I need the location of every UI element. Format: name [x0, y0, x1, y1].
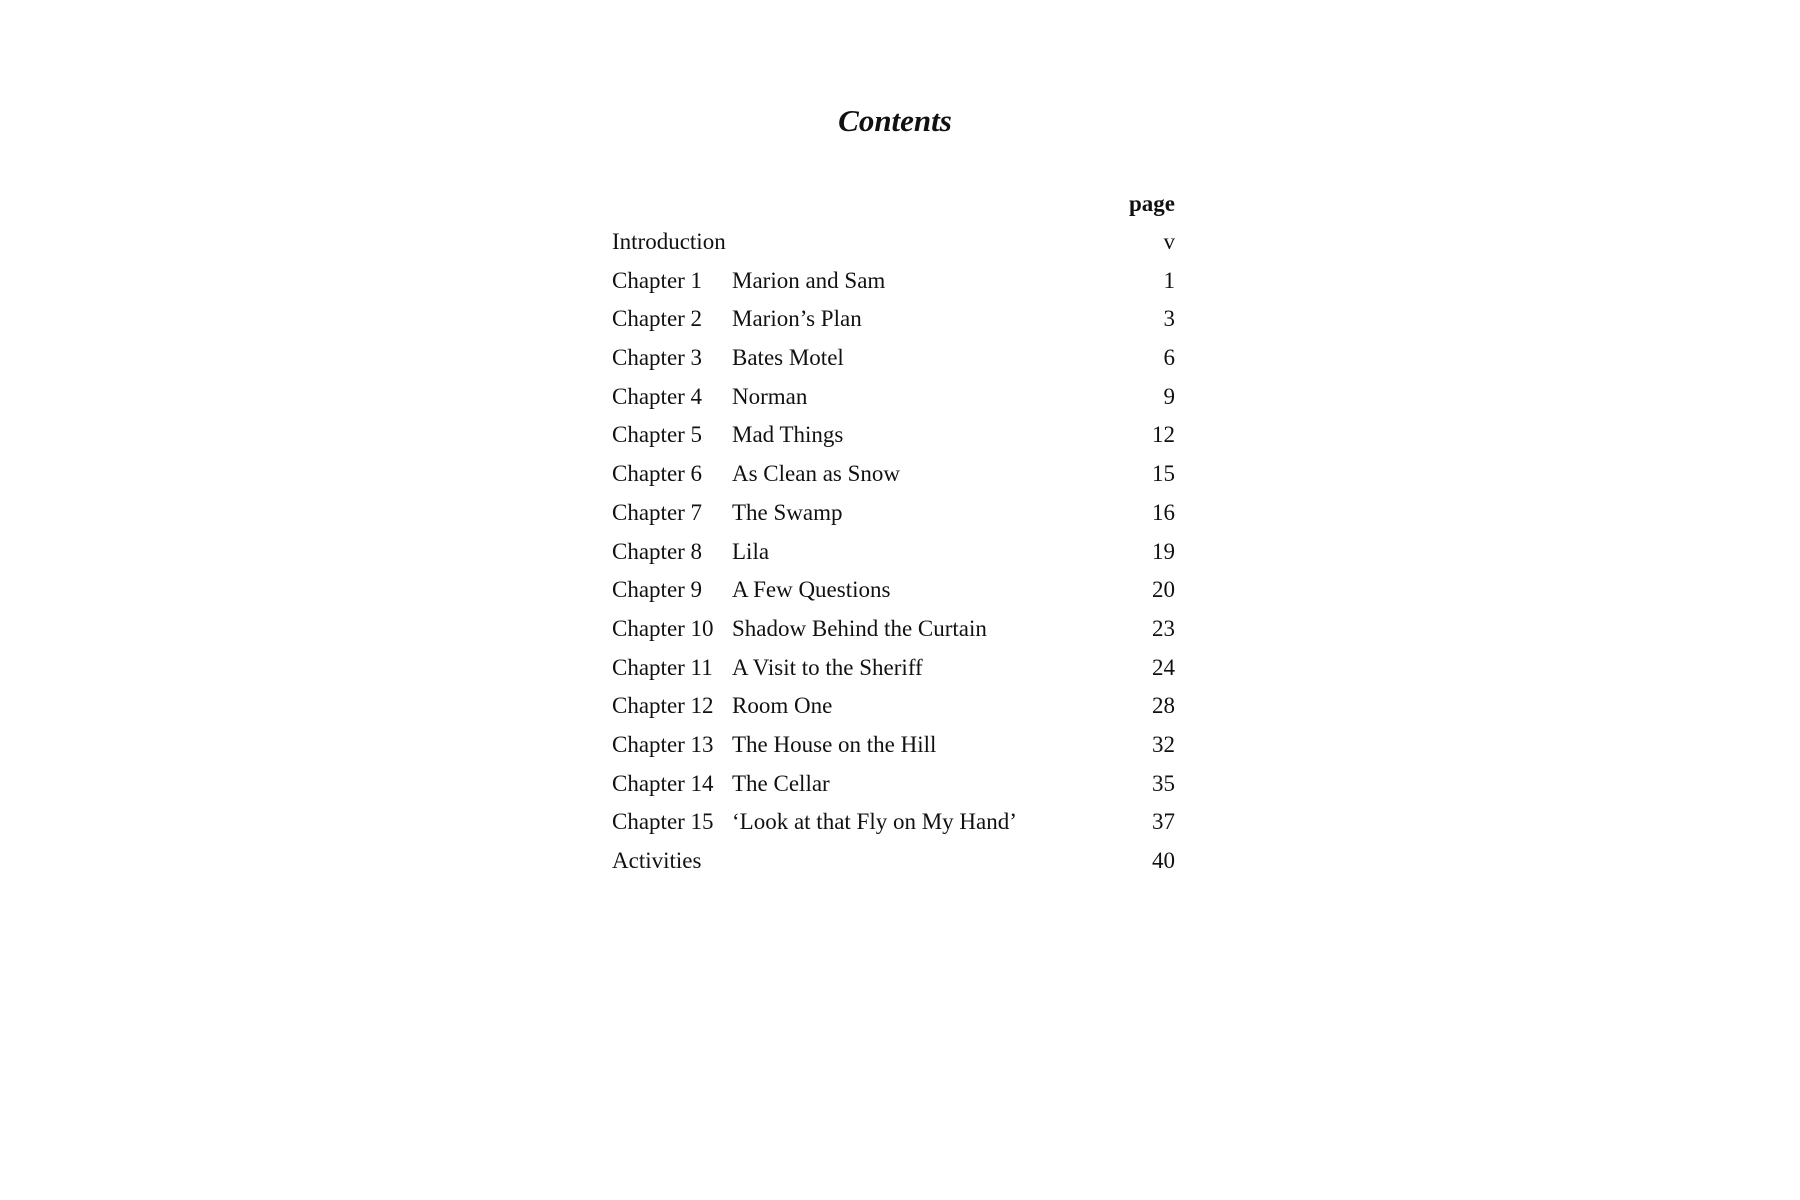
toc-entry-label: Activities	[612, 848, 702, 873]
toc-entry-label: Chapter 9	[612, 577, 703, 603]
toc-entry-title: Lila	[732, 538, 770, 564]
toc-entry-title: The Cellar	[732, 770, 830, 796]
toc-entry-label: Chapter 13	[612, 731, 714, 757]
toc-entry-page-number: 3	[1163, 306, 1175, 332]
toc-entry-title: A Visit to the Sheriff	[732, 654, 923, 680]
page-title: Contents	[838, 103, 952, 138]
toc-entry-page-number: 23	[1152, 615, 1175, 641]
toc-entry-label: Chapter 2	[612, 306, 703, 332]
toc-entry-title: A Few Questions	[732, 577, 891, 603]
toc-entry-title: The House on the Hill	[732, 731, 937, 757]
toc-entry-page-number: 12	[1152, 422, 1175, 448]
toc-entry-label: Chapter 8	[612, 538, 703, 564]
toc-entry-label: Introduction	[612, 229, 726, 254]
toc-entry-label: Chapter 15	[612, 809, 714, 835]
toc-entry	[612, 726, 1175, 765]
toc-entry	[612, 416, 1175, 455]
toc-entry	[612, 842, 1175, 881]
toc-entry-page-number: 1	[1163, 267, 1175, 293]
toc-entry-title: As Clean as Snow	[732, 461, 901, 487]
toc-entry-page-number: 28	[1152, 693, 1175, 719]
toc-entry-title: Bates Motel	[732, 345, 844, 371]
toc-entry	[612, 687, 1175, 726]
toc-entry-page-number: 15	[1152, 461, 1175, 487]
toc-entry	[612, 262, 1175, 301]
toc-entry-label: Chapter 14	[612, 770, 714, 796]
toc-entry-page-number: 35	[1152, 770, 1175, 796]
toc-entry-title: Mad Things	[732, 422, 844, 448]
toc-entry-page-number: 24	[1152, 654, 1175, 680]
toc-entry-label: Chapter 3	[612, 345, 703, 371]
toc-entry	[612, 455, 1175, 494]
toc-entry	[612, 533, 1175, 572]
toc-entry	[612, 610, 1175, 649]
toc-entry-page-number: 32	[1152, 731, 1175, 757]
toc-entry	[612, 339, 1175, 378]
toc-entry-label: Chapter 6	[612, 461, 703, 487]
toc-entry	[612, 765, 1175, 804]
toc-entry-page-number: 6	[1163, 345, 1175, 371]
toc-entry	[612, 649, 1175, 688]
toc-entry	[612, 803, 1175, 842]
toc-entry-label: Chapter 7	[612, 499, 703, 525]
toc-entry-label: Chapter 11	[612, 654, 713, 680]
toc-entry	[612, 300, 1175, 339]
toc-entry-title: Marion’s Plan	[732, 306, 862, 332]
toc-entry-title: Norman	[732, 383, 808, 409]
toc-entry-title: ‘Look at that Fly on My Hand’	[732, 809, 1017, 835]
toc-entry-page-number: 37	[1152, 809, 1175, 835]
toc-entry-title: Marion and Sam	[732, 267, 886, 293]
table-of-contents	[612, 185, 1175, 881]
toc-entry-page-number: 9	[1163, 383, 1175, 409]
toc-entry-label: Chapter 10	[612, 615, 714, 641]
toc-entry	[612, 494, 1175, 533]
toc-entry-page-number: 40	[1152, 848, 1175, 873]
toc-entry	[612, 571, 1175, 610]
page-column-header: page	[1129, 191, 1175, 216]
toc-entry	[612, 223, 1175, 262]
toc-entry-label: Chapter 5	[612, 422, 703, 448]
toc-entry-page-number: 16	[1152, 499, 1175, 525]
toc-entry-title: The Swamp	[732, 499, 843, 525]
toc-entry-label: Chapter 4	[612, 383, 703, 409]
toc-entry-title: Room One	[732, 693, 833, 719]
toc-entries	[612, 223, 1175, 881]
toc-entry-page-number: 19	[1152, 538, 1175, 564]
toc-entry	[612, 378, 1175, 417]
toc-entry-title: Shadow Behind the Curtain	[732, 615, 987, 641]
toc-entry-label: Chapter 1	[612, 267, 703, 293]
toc-entry-page-number: v	[1163, 229, 1175, 254]
toc-entry-label: Chapter 12	[612, 693, 714, 719]
toc-entry-page-number: 20	[1152, 577, 1175, 603]
